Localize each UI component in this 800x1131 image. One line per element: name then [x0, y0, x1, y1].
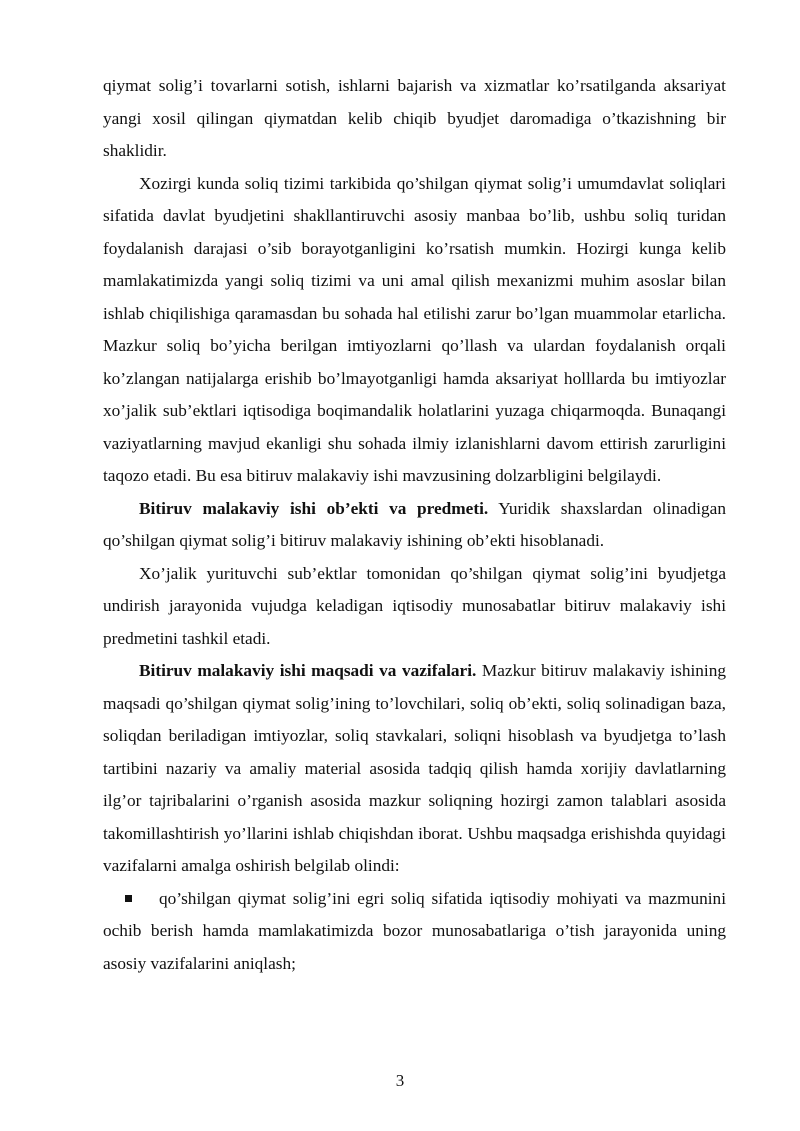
paragraph-goals-tasks-text: Mazkur bitiruv malakaviy ishining maqsadi qo’shilgan qiymat solig’ining to’lovchilari, soliq ob’ekti, soliq solinadigan baza, soliqdan beriladigan imtiyozlar, soliq stavkalari, soliqni hisoblash va byudjetga to’lash tartibini nazariy va amaliy material asosida tadqiq qilish hamda xorijiy davlatlarning ilg’or tajribalarini o’rganish asosida mazkur soliqning hozirgi zamon talablari asosida takomillashtirish yo’llarini ishlab chiqishdan iborat. Ushbu maqsadga erishishda quyidagi vazifalarni amalga oshirish belgilab olindi:: [103, 661, 726, 875]
square-bullet-icon: [125, 895, 132, 902]
paragraph-object-subject-text: Yuridik shaxslardan olinadigan qo’shilgan qiymat solig’i bitiruv malakaviy ishining ob’ekti hisoblanadi.: [103, 498, 726, 550]
paragraph-goals-tasks: [103, 655, 726, 883]
list-item-text: qo’shilgan qiymat solig’ini egri soliq sifatida iqtisodiy mohiyati va mazmunini ochib berish hamda mamlakatimizda bozor munosabatlariga o’tish jarayonida uning asosiy vazifalarini aniqlash;: [103, 888, 726, 973]
paragraph-relevance: Xozirgi kunda soliq tizimi tarkibida qo’shilgan qiymat solig’i umumdavlat soliqlari sifatida davlat byudjetini shakllantiruvchi asosiy manbaa bo’lib, ushbu soliq turidan foydalanish darajasi o’sib borayotganligini ko’rsatish mumkin. Hozirgi kunga kelib mamlakatimizda yangi soliq tizimi va uni amal qilish mexanizmi muhim asoslar bilan ishlab chiqilishiga qaramasdan bu sohada hal etilishi zarur bo’lgan muammolar etarlicha. Mazkur soliq bo’yicha berilgan imtiyozlarni qo’llash va ulardan foydalanish orqali ko’zlangan natijalarga erishib bo’lmayotganligi hamda aksariyat holllarda bu imtiyozlar xo’jalik sub’ektlari iqtisodiga boqimandalik holatlarini yuzaga chiqarmoqda. Bunaqangi vaziyatlarning mavjud ekanligi shu sohada ilmiy izlanishlarni davom ettirish zarurligini taqozo etadi. Bu esa bitiruv malakaviy ishi mavzusining dolzarbligini belgilaydi.: [103, 173, 726, 485]
paragraph-continuation: qiymat solig’i tovarlarni sotish, ishlarni bajarish va xizmatlar ko’rsatilganda aksariyat yangi xosil qilingan qiymatdan kelib chiqib byudjet daromadiga o’tkazishning bir shaklidir.: [103, 76, 726, 160]
paragraph-object-subject: [103, 493, 726, 558]
list-item: [103, 883, 726, 981]
heading-goals-tasks: Bitiruv malakaviy ishi maqsadi va vazifalari.: [139, 661, 477, 680]
paragraph-subject-definition: Xo’jalik yurituvchi sub’ektlar tomonidan qo’shilgan qiymat solig’ini byudjetga undirish jarayonida vujudga keladigan iqtisodiy munosabatlar bitiruv malakaviy ishi predmetini tashkil etadi.: [103, 563, 726, 648]
document-page: [103, 70, 726, 980]
page-number: 3: [395, 1071, 405, 1090]
heading-object-subject: Bitiruv malakaviy ishi ob’ekti va predmeti.: [139, 498, 489, 518]
